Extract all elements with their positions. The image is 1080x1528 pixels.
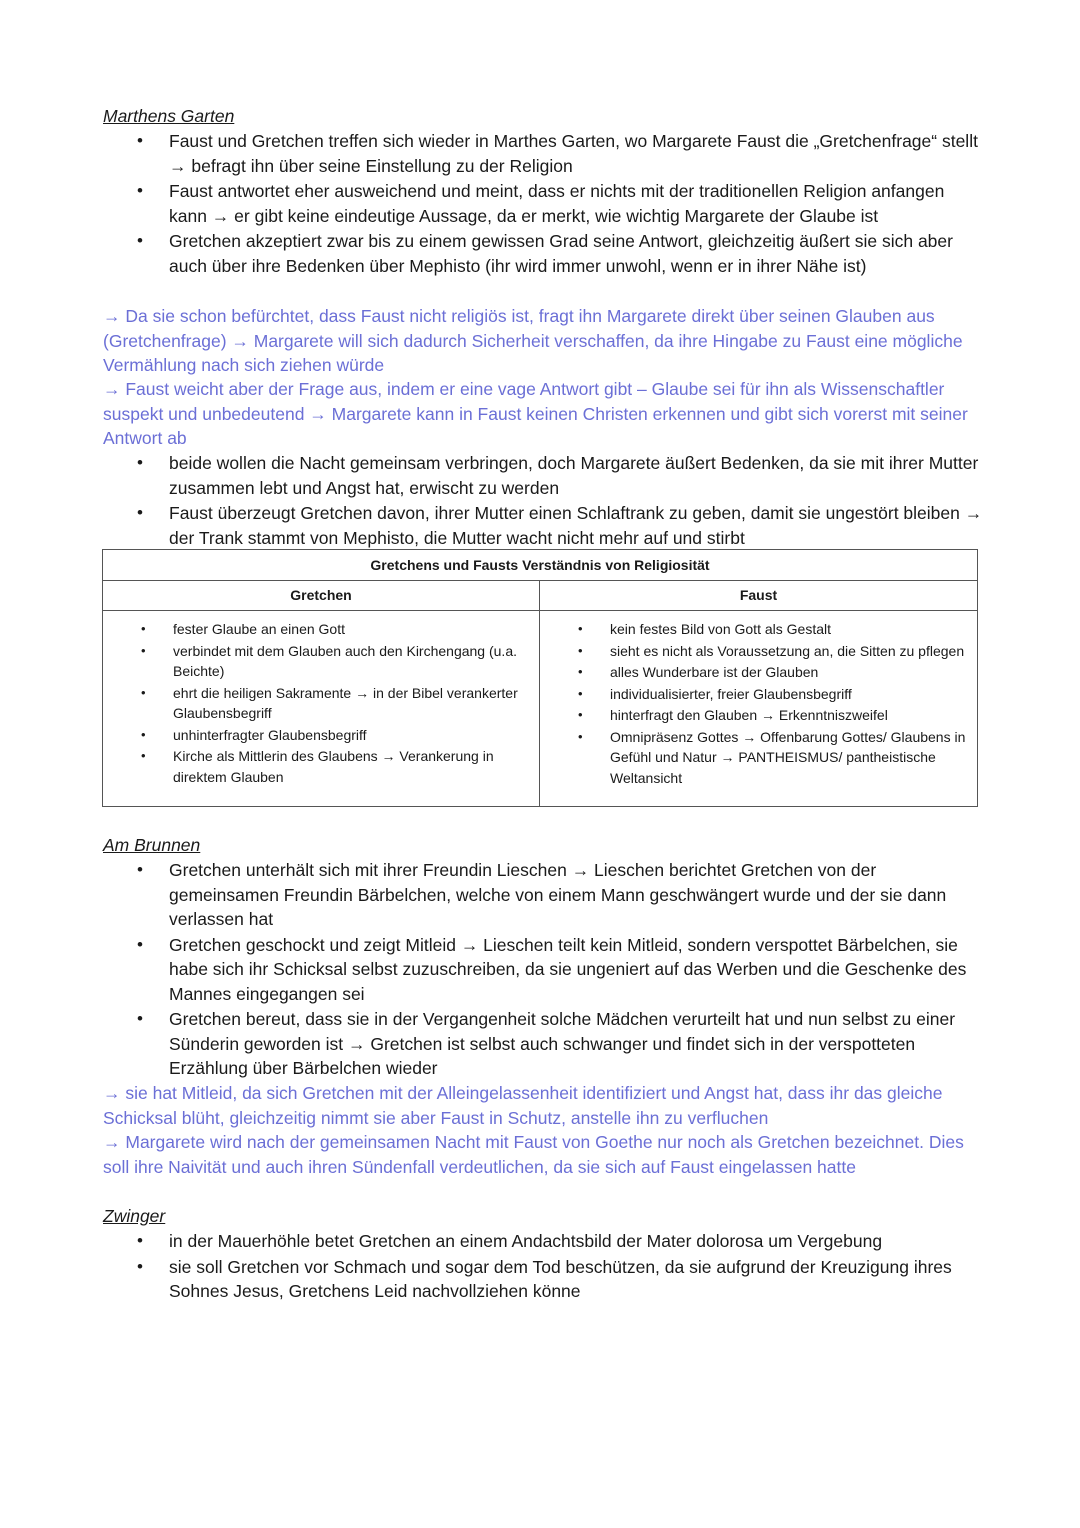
table-list-item: • alles Wunderbare ist der Glauben [540,662,977,683]
table-column-faust [540,581,977,807]
list-item [103,933,983,1007]
bullet-list-marthens-garten-a [103,129,983,279]
table-list-item: • kein festes Bild von Gott als Gestalt [540,619,977,640]
list-item-text: sie soll Gretchen vor Schmach und sogar dem Tod beschützen, da sie aufgrund der Kreuzigung ihres Sohnes Jesus, Gretchens Leid nachvollziehen könne [169,1256,952,1301]
table-column-header: Faust [540,581,977,611]
list-item-text: Faust und Gretchen treffen sich wieder in Marthes Garten, wo Margarete Faust die „Gretchenfrage“ stellt → befragt ihn über seine Einstellung zu der Religion [169,131,978,176]
bullet-list-marthens-garten-b [103,451,983,551]
bullet-list-zwinger [103,1229,983,1305]
table-column-header: Gretchen [103,581,539,611]
table-list-item: • Kirche als Mittlerin des Glaubens → Verankerung in direktem Glauben [103,746,539,787]
list-item [103,179,983,228]
annotation-note: → Margarete wird nach der gemeinsamen Nacht mit Faust von Goethe nur noch als Gretchen bezeichnet. Dies soll ihre Naivität und auch ihren Sündenfall verdeutlichen, da sie sich auf Faust eingelassen hatte [103,1132,964,1177]
table-list-item: • individualisierter, freier Glaubensbegriff [540,684,977,705]
list-item-text: Gretchen geschockt und zeigt Mitleid → Lieschen teilt kein Mitleid, sondern verspottet Bärbelchen, sie habe sich ihr Schicksal selbst zuzuschreiben, da sie ungeniert auf das Werben und die Geschenke des Mannes eingegangen sei [169,934,967,1004]
table-list-item: • Omnipräsenz Gottes → Offenbarung Gottes/ Glaubens in Gefühl und Natur → PANTHEISMUS/ pantheistische Weltansicht [540,727,977,789]
list-item-text: Faust überzeugt Gretchen davon, ihrer Mutter einen Schlaftrank zu geben, damit sie ungestört bleiben → der Trank stammt von Mephisto, die Mutter wacht nicht mehr auf und stirbt [169,503,983,548]
section-heading-marthens-garten: Marthens Garten [103,106,235,126]
annotation-note: → sie hat Mitleid, da sich Gretchen mit der Alleingelassenheit identifiziert und Angst hat, dass ihr das gleiche Schicksal blüht, gleichzeitig nimmt sie aber Faust in Schutz, anstelle ihn zu verfluchen [103,1083,943,1128]
annotation-note: → Faust weicht aber der Frage aus, indem er eine vage Antwort gibt – Glaube sei für ihn als Wissenschaftler suspekt und unbedeutend → Margarete kann in Faust keinen Christen erkennen und gibt sich vorerst mit seiner Antwort ab [103,379,968,448]
table-list-item: • hinterfragt den Glauben → Erkenntniszweifel [540,705,977,726]
comparison-table [102,549,978,807]
table-title: Gretchens und Fausts Verständnis von Religiosität [103,550,977,581]
list-item [103,451,983,500]
table-column-gretchen [103,581,540,807]
table-list-item: • fester Glaube an einen Gott [103,619,539,640]
bullet-list-am-brunnen [103,858,983,1082]
list-item-text: Gretchen akzeptiert zwar bis zu einem gewissen Grad seine Antwort, gleichzeitig äußert sie sich aber auch über ihre Bedenken über Mephisto (ihr wird immer unwohl, wenn er in ihrer Nähe ist) [169,231,953,276]
section-heading-zwinger: Zwinger [103,1206,166,1226]
table-list-item: • ehrt die heiligen Sakramente → in der Bibel verankerter Glaubensbegriff [103,683,539,724]
table-list-item: • verbindet mit dem Glauben auch den Kirchengang (u.a. Beichte) [103,641,539,682]
table-list-item: • sieht es nicht als Voraussetzung an, die Sitten zu pflegen [540,641,977,662]
list-item [103,1255,983,1304]
list-item-text: beide wollen die Nacht gemeinsam verbringen, doch Margarete äußert Bedenken, da sie mit ihrer Mutter zusammen lebt und Angst hat, erwischt zu werden [169,453,979,498]
annotation-note: → Da sie schon befürchtet, dass Faust nicht religiös ist, fragt ihn Margarete direkt über seinen Glauben aus (Gretchenfrage) → Margarete will sich dadurch Sicherheit verschaffen, da ihre Hingabe zu Faust eine mögliche Vermählung nach sich ziehen würde [103,306,963,375]
list-item [103,501,983,550]
table-list-gretchen [103,611,539,787]
list-item [103,858,983,932]
list-item [103,1229,983,1254]
list-item [103,229,983,278]
list-item [103,129,983,178]
section-heading-am-brunnen: Am Brunnen [103,835,201,855]
list-item-text: Gretchen unterhält sich mit ihrer Freundin Lieschen → Lieschen berichtet Gretchen von der gemeinsamen Freundin Bärbelchen, welche von einem Mann geschwängert wurde und der sie dann verlassen hat [169,860,947,929]
table-list-faust [540,611,977,788]
list-item-text: Gretchen bereut, dass sie in der Vergangenheit solche Mädchen verurteilt hat und nun selbst zu einer Sünderin geworden ist → Gretchen ist selbst auch schwanger und findet sich in der verspotteten Erzählung über Bärbelchen wieder [169,1009,956,1078]
table-list-item: • unhinterfragter Glaubensbegriff [103,725,539,746]
list-item-text: in der Mauerhöhle betet Gretchen an einem Andachtsbild der Mater dolorosa um Vergebung [169,1231,883,1251]
list-item [103,1007,983,1081]
list-item-text: Faust antwortet eher ausweichend und meint, dass er nichts mit der traditionellen Religion anfangen kann → er gibt keine eindeutige Aussage, da er merkt, wie wichtig Margarete der Glaube ist [169,181,945,226]
